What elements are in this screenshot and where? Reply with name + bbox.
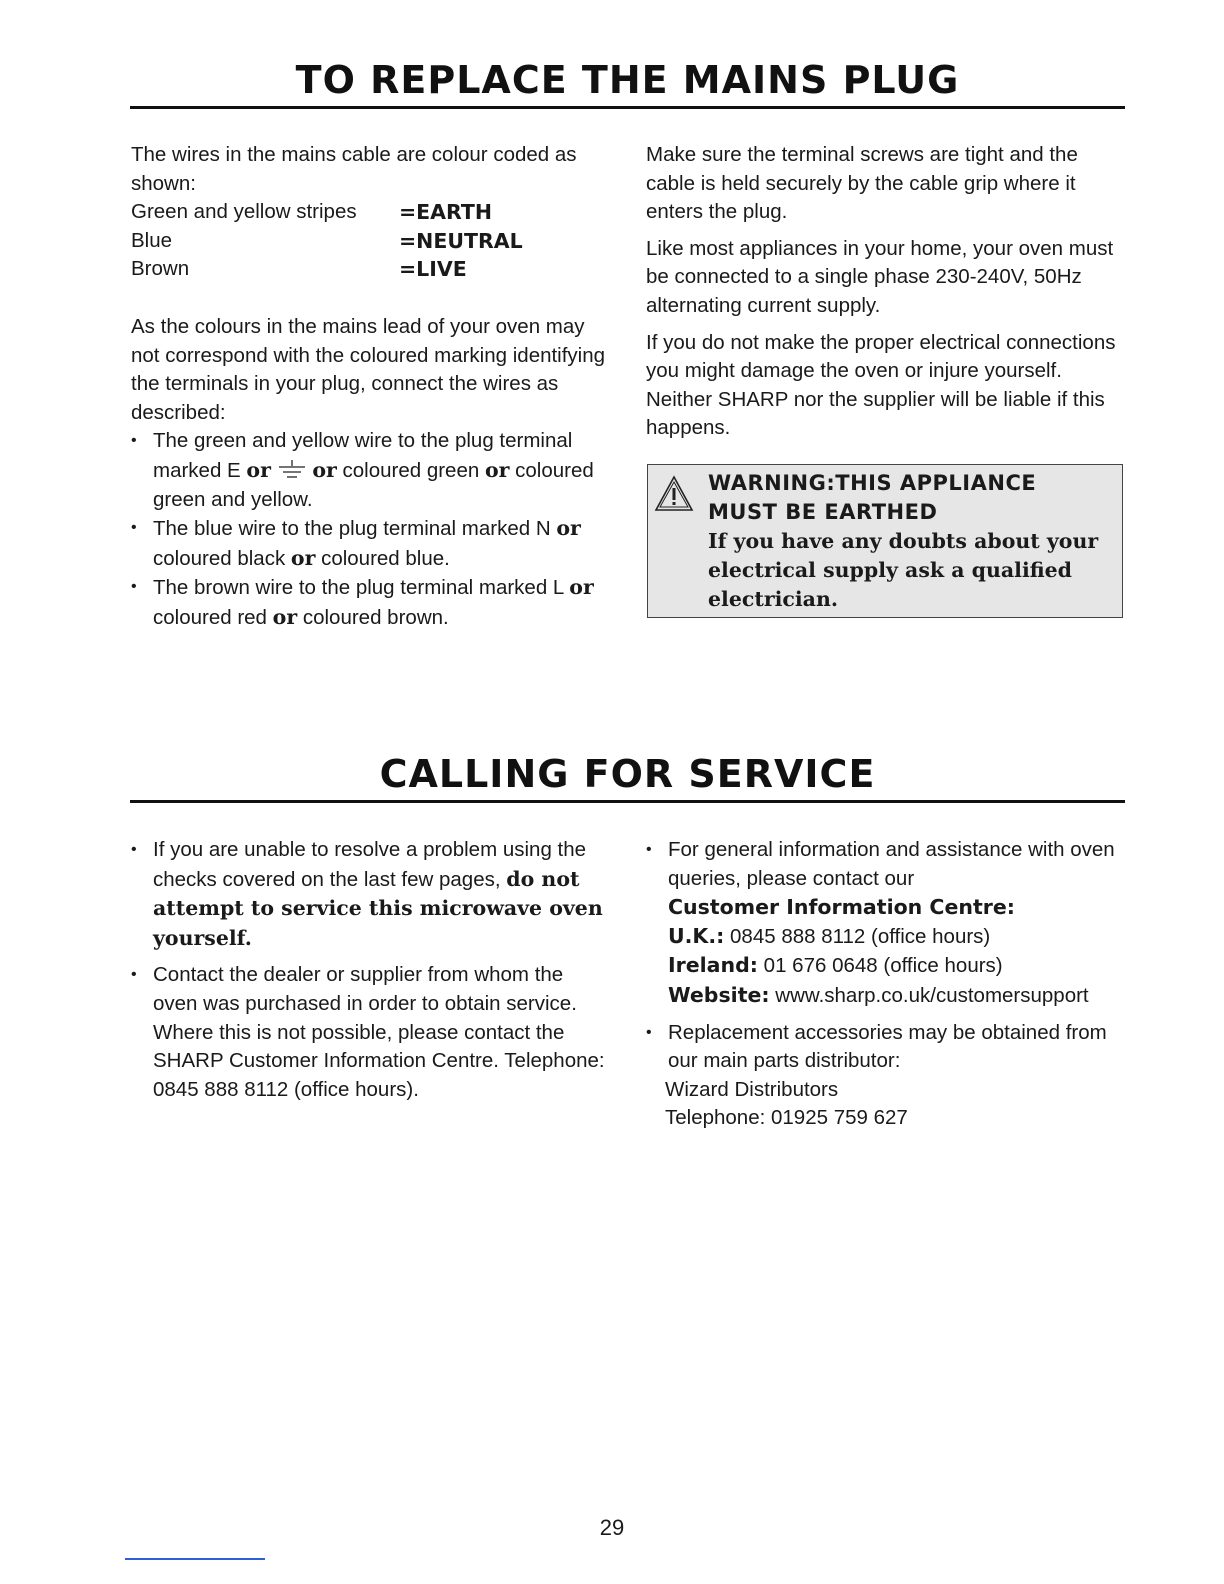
replace-plug-left-column bbox=[131, 141, 609, 633]
uk-label: U.K.: bbox=[668, 923, 725, 948]
ireland-value: 01 676 0648 (office hours) bbox=[763, 954, 1003, 978]
website-label: Website: bbox=[668, 982, 770, 1007]
list-item bbox=[131, 514, 609, 573]
wire-colour: Brown bbox=[131, 257, 190, 281]
wire-colour-table bbox=[131, 198, 523, 284]
website-link[interactable]: www.sharp.co.uk/customersupport bbox=[775, 983, 1089, 1007]
contact-website bbox=[668, 981, 1126, 1011]
bullet-text: coloured red bbox=[153, 605, 273, 629]
title-rule bbox=[130, 106, 1125, 109]
replace-plug-right-column bbox=[646, 141, 1126, 443]
service-list-left bbox=[131, 836, 609, 1104]
or-word: or bbox=[290, 545, 316, 570]
colour-correspondence-paragraph: As the colours in the mains lead of your oven may not correspond with the coloured marking identifying the terminals in your plug, connect the wires as described: bbox=[131, 314, 606, 424]
service-warning-text: do not attempt to service this microwave oven yourself. bbox=[153, 866, 603, 950]
title-rule bbox=[130, 800, 1125, 803]
terminal-screws-paragraph: Make sure the terminal screws are tight and the cable is held securely by the cable grip where it enters the plug. bbox=[646, 143, 1078, 224]
bullet-text: • Replacement accessories may be obtained from our main parts distributor: bbox=[668, 1020, 1107, 1073]
bullet-text: The brown wire to the plug terminal marked L bbox=[153, 576, 570, 600]
or-word: or bbox=[556, 516, 581, 541]
or-word: or bbox=[246, 457, 271, 482]
footnote-rule bbox=[125, 1558, 265, 1560]
warning-body: If you have any doubts about your electrical supply ask a qualified electrician. bbox=[708, 529, 1099, 611]
ireland-label: Ireland: bbox=[668, 953, 758, 978]
bullet-text: If you are unable to resolve a problem using the checks covered on the last few pages, bbox=[153, 838, 587, 891]
bullet-text: Contact the dealer or supplier from whom the oven was purchased in order to obtain service. Where this is not possible, please contact the SHARP Customer Information Centre. Telephone: 0845 888 8112 (office hours). bbox=[153, 963, 605, 1101]
wire-label: =LIVE bbox=[399, 257, 467, 282]
supply-paragraph: Like most appliances in your home, your oven must be connected to a single phase 230-240V, 50Hz alternating current supply. bbox=[646, 236, 1114, 317]
bullet-text: coloured green bbox=[336, 458, 485, 482]
wire-label: =NEUTRAL bbox=[399, 228, 523, 253]
customer-centre-label: Customer Information Centre: bbox=[668, 895, 1015, 920]
uk-value: 0845 888 8112 (office hours) bbox=[730, 924, 991, 948]
distributor-telephone: Telephone: 01925 759 627 bbox=[665, 1106, 908, 1130]
bullet-text: coloured green and yellow. bbox=[153, 458, 594, 511]
section-title-calling-service: CALLING FOR SERVICE bbox=[379, 752, 876, 796]
bullet-text: • For general information and assistance with oven queries, please contact our bbox=[668, 838, 1115, 890]
distributor-name: Wizard Distributors bbox=[665, 1077, 839, 1101]
bullet-text: The green and yellow wire to the plug terminal marked E bbox=[153, 429, 573, 482]
service-left-column bbox=[131, 836, 609, 1104]
warning-triangle-icon bbox=[654, 475, 694, 513]
bullet-text: The blue wire to the plug terminal marked N bbox=[153, 517, 557, 541]
wire-label: =EARTH bbox=[399, 200, 493, 225]
wire-row bbox=[131, 255, 523, 284]
warning-heading bbox=[708, 469, 1108, 527]
bullet-text: coloured blue. bbox=[315, 546, 450, 570]
list-item bbox=[131, 961, 609, 1104]
or-word: or bbox=[312, 457, 337, 482]
bullet-text: coloured brown. bbox=[297, 605, 449, 629]
section-title-replace-plug: TO REPLACE THE MAINS PLUG bbox=[295, 58, 960, 102]
liability-paragraph: If you do not make the proper electrical connections you might damage the oven or injure yourself. Neither SHARP nor the supplier will be liable if this happens. bbox=[646, 330, 1116, 440]
wire-colour: Green and yellow stripes bbox=[131, 200, 357, 224]
list-item bbox=[131, 836, 609, 953]
or-word: or bbox=[569, 575, 594, 600]
page-number: 29 bbox=[599, 1515, 625, 1540]
contact-uk bbox=[668, 922, 1126, 952]
list-item bbox=[646, 836, 1126, 1011]
warning-line-2: MUST BE EARTHED bbox=[708, 500, 938, 524]
service-right-column bbox=[646, 836, 1126, 1133]
wire-colour: Blue bbox=[131, 228, 173, 252]
warning-line-1: WARNING:THIS APPLIANCE bbox=[708, 471, 1037, 495]
contact-ireland bbox=[668, 951, 1126, 981]
bullet-text: coloured black bbox=[153, 546, 291, 570]
wire-colour-intro: The wires in the mains cable are colour coded as shown: bbox=[131, 143, 577, 195]
or-word: or bbox=[484, 457, 510, 482]
service-list-right bbox=[646, 836, 1126, 1076]
wiring-instructions-list bbox=[131, 427, 609, 632]
list-item bbox=[131, 427, 609, 514]
earthing-warning-box bbox=[647, 464, 1123, 618]
wire-row bbox=[131, 227, 523, 256]
list-item bbox=[646, 1019, 1126, 1076]
wire-row bbox=[131, 198, 523, 227]
list-item bbox=[131, 573, 609, 632]
earth-symbol-icon bbox=[277, 460, 307, 480]
or-word: or bbox=[272, 604, 298, 629]
